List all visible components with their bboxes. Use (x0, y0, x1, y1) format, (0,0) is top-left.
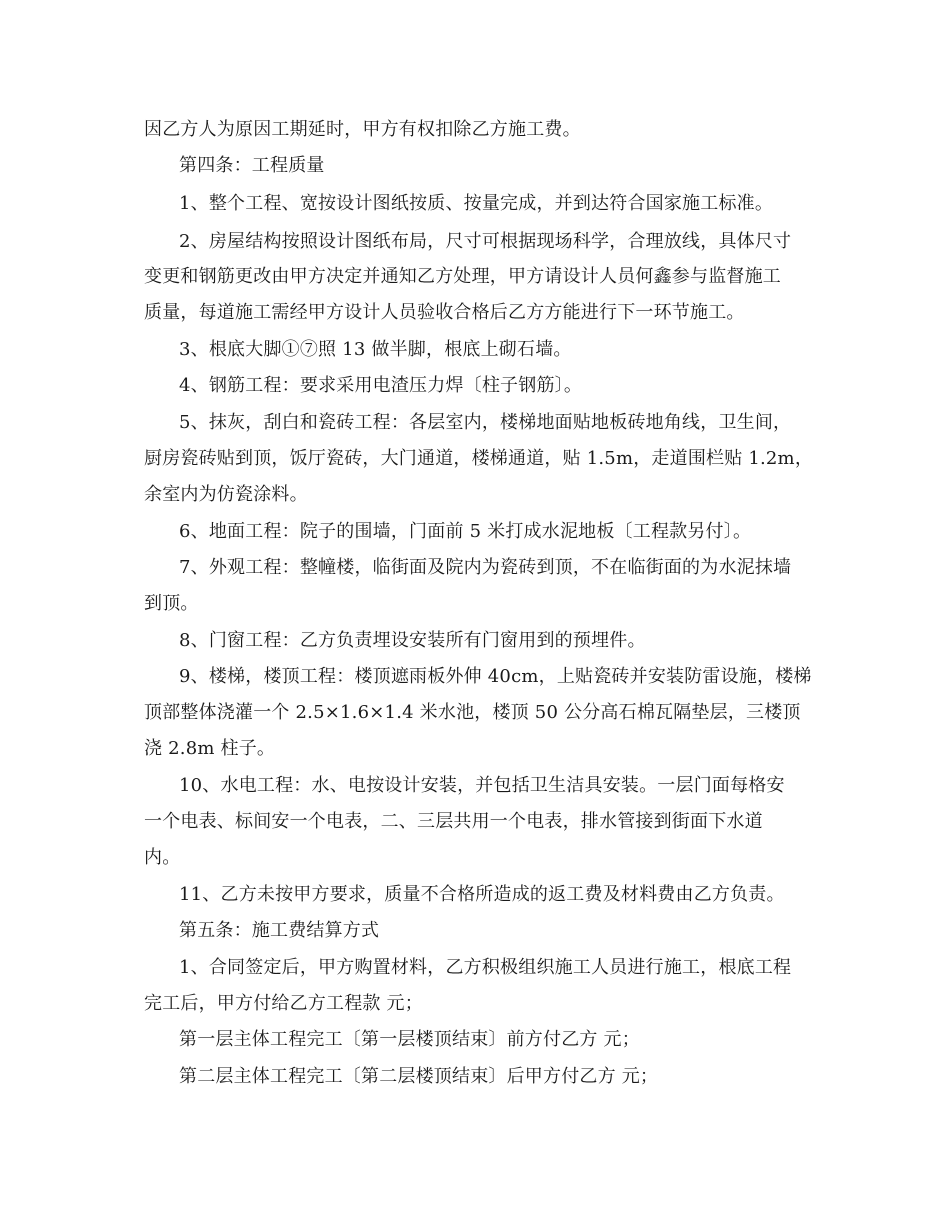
text-line: 5、抹灰，刮白和瓷砖工程：各层室内，楼梯地面贴地板砖地角线，卫生间， (179, 412, 792, 433)
text-line: 到顶。 (144, 593, 199, 614)
text-line: 变更和钢筋更改由甲方决定并通知乙方处理，甲方请设计人员何鑫参与监督施工 (144, 266, 781, 287)
text-line: 1、合同签定后，甲方购置材料，乙方积极组织施工人员进行施工，根底工程 (179, 957, 792, 978)
text-line: 厨房瓷砖贴到顶，饭厅瓷砖，大门通道，楼梯通道，贴 1.5m，走道围栏贴 1.2m， (144, 448, 814, 469)
section-heading: 第四条：工程质量 (179, 155, 325, 176)
text-line: 余室内为仿瓷涂料。 (144, 484, 308, 505)
text-line: 1、整个工程、宽按设计图纸按质、按量完成，并到达符合国家施工标准。 (179, 193, 774, 214)
text-line: 内。 (144, 847, 181, 868)
text-line: 11、乙方未按甲方要求，质量不合格所造成的返工费及材料费由乙方负责。 (179, 884, 785, 905)
text-line: 质量，每道施工需经甲方设计人员验收合格后乙方方能进行下一环节施工。 (144, 302, 745, 323)
text-line: 8、门窗工程：乙方负责埋设安装所有门窗用到的预埋件。 (179, 630, 646, 651)
text-line: 6、地面工程：院子的围墙，门面前 5 米打成水泥地板〔工程款另付〕。 (179, 521, 752, 542)
text-line: 第一层主体工程完工〔第一层楼顶结束〕前方付乙方 元； (179, 1029, 640, 1050)
text-line: 完工后，甲方付给乙方工程款 元； (144, 993, 423, 1014)
text-line: 第二层主体工程完工〔第二层楼顶结束〕后甲方付乙方 元； (179, 1066, 659, 1087)
text-line: 3、根底大脚①⑦照 13 做半脚，根底上砌石墙。 (179, 339, 572, 360)
text-line: 顶部整体浇灌一个 2.5×1.6×1.4 米水池，楼顶 50 公分高石棉瓦隔垫层，三楼顶 (144, 702, 801, 723)
text-line: 4、钢筋工程：要求采用电渣压力焊〔柱子钢筋〕。 (179, 375, 583, 396)
text-line: 7、外观工程：整幢楼，临街面及院内为瓷砖到顶，不在临街面的为水泥抹墙 (179, 557, 792, 578)
text-line: 2、房屋结构按照设计图纸布局，尺寸可根据现场科学，合理放线，具体尺寸 (179, 231, 792, 252)
text-line: 10、水电工程：水、电按设计安装，并包括卫生洁具安装。一层门面每格安 (179, 775, 785, 796)
section-heading: 第五条：施工费结算方式 (179, 920, 380, 941)
text-line: 因乙方人为原因工期延时，甲方有权扣除乙方施工费。 (144, 119, 581, 140)
text-line: 9、楼梯，楼顶工程：楼顶遮雨板外伸 40cm，上贴瓷砖并安装防雷设施，楼梯 (179, 666, 812, 687)
text-line: 一个电表、标间安一个电表，二、三层共用一个电表，排水管接到街面下水道 (144, 811, 763, 832)
text-line: 浇 2.8m 柱子。 (144, 738, 276, 759)
